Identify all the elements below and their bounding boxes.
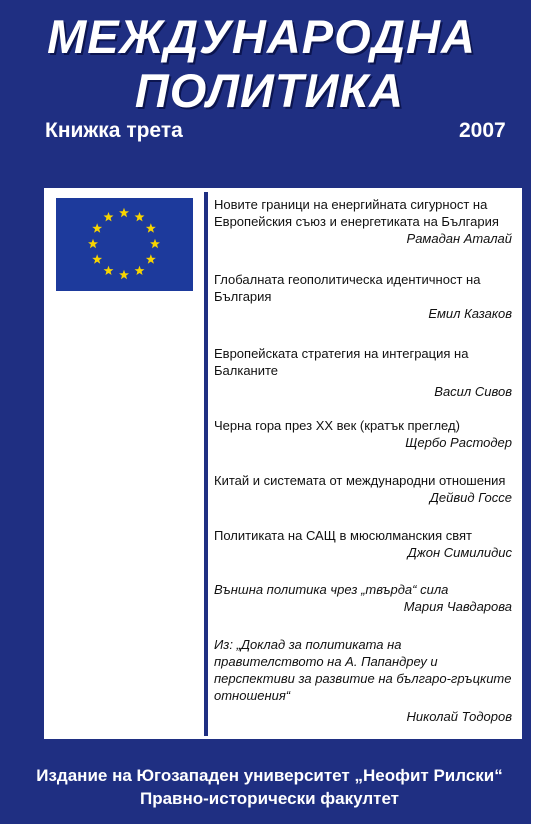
flag-star-icon bbox=[150, 239, 160, 248]
flag-star-icon bbox=[92, 223, 102, 232]
toc-entry-title: Глобалната геополитическа идентичност на България bbox=[214, 272, 481, 304]
toc-entry bbox=[214, 636, 512, 725]
flag-star-icon bbox=[104, 266, 114, 275]
toc-entry bbox=[214, 196, 512, 247]
journal-title-line1: МЕЖДУНАРОДНА bbox=[47, 10, 476, 63]
faculty-line: Правно-исторически факултет bbox=[139, 789, 400, 808]
toc-entry-title: Из: „Доклад за политиката на правителството на А. Папандреу и перспективи за развитие на българо-гръцките отношения“ bbox=[214, 637, 512, 703]
issue-label: Книжка трета bbox=[45, 119, 183, 142]
flag-star-icon bbox=[135, 212, 145, 221]
toc-entry-title: Новите граници на енергийната сигурност на Европейския съюз и енергетиката на България bbox=[214, 197, 499, 229]
toc-entry-author: Дейвид Госсе bbox=[429, 490, 512, 505]
toc-entry-author: Емил Казаков bbox=[428, 306, 512, 321]
toc-entry-title: Черна гора през XX век (кратък преглед) bbox=[214, 418, 460, 433]
toc-entry-title: Външна политика чрез „твърда“ сила bbox=[214, 582, 449, 597]
toc-entry-author: Васил Сивов bbox=[434, 384, 512, 399]
toc-entry-author: Джон Симилидис bbox=[407, 545, 512, 560]
toc-entry bbox=[214, 581, 512, 615]
flag-star-icon bbox=[119, 270, 129, 279]
issue-year: 2007 bbox=[459, 119, 506, 142]
publisher-line: Издание на Югозападен университет „Неофит Рилски“ bbox=[36, 766, 503, 785]
flag-star-icon bbox=[104, 212, 114, 221]
toc-entry-author: Щербо Растодер bbox=[405, 435, 512, 450]
toc-entry bbox=[214, 527, 512, 561]
toc-entry bbox=[214, 417, 512, 451]
toc-entry-author: Николай Тодоров bbox=[406, 709, 512, 724]
toc-entry bbox=[214, 345, 512, 400]
flag-star-icon bbox=[88, 239, 98, 248]
toc-entry-title: Китай и системата от международни отношения bbox=[214, 473, 506, 488]
flag-star-icon bbox=[135, 266, 145, 275]
flag-star-icon bbox=[119, 208, 129, 217]
panel-divider bbox=[204, 192, 208, 736]
toc-entry-author: Рамадан Аталай bbox=[406, 231, 512, 246]
toc-entry-title: Политиката на САЩ в мюсюлманския свят bbox=[214, 528, 472, 543]
toc-entry-author: Мария Чавдарова bbox=[403, 599, 512, 614]
toc-entry-title: Европейската стратегия на интеграция на Балканите bbox=[214, 346, 469, 378]
flag-star-icon bbox=[92, 254, 102, 263]
journal-title-line2: ПОЛИТИКА bbox=[134, 64, 405, 117]
page-edge bbox=[531, 0, 539, 824]
eu-flag-icon bbox=[56, 198, 193, 291]
flag-star-icon bbox=[146, 254, 156, 263]
flag-star-icon bbox=[146, 223, 156, 232]
toc-entry bbox=[214, 472, 512, 506]
toc-entry bbox=[214, 271, 512, 322]
